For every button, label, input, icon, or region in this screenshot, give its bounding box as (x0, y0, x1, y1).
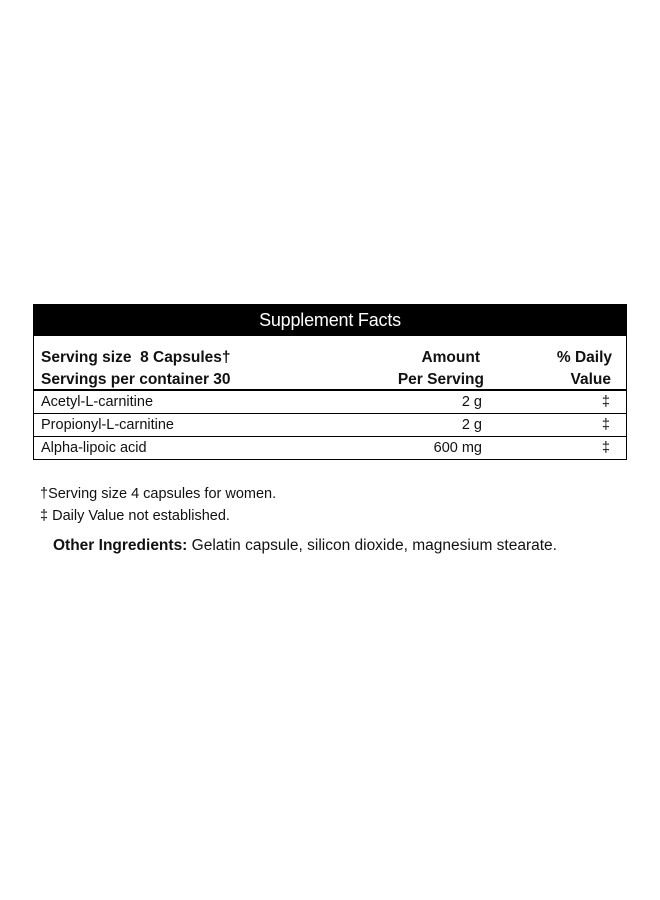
other-ingredients-label: Other Ingredients: (53, 537, 188, 554)
ingredient-name: Propionyl-L-carnitine (41, 417, 174, 433)
other-ingredients (53, 535, 557, 557)
ingredient-daily-value: ‡ (601, 394, 610, 410)
dv-header-line1: % Daily (556, 349, 612, 366)
amount-column-header (398, 347, 484, 391)
ingredient-daily-value: ‡ (601, 440, 610, 456)
serving-info (41, 347, 231, 391)
ingredient-name: Alpha-lipoic acid (41, 440, 147, 456)
ingredient-amount: 600 mg (433, 440, 482, 456)
serving-size: Serving size 8 Capsules† (41, 349, 231, 366)
amount-header-line2: Per Serving (397, 371, 484, 388)
supplement-facts-title: Supplement Facts (33, 304, 627, 336)
table-row (34, 437, 626, 459)
table-row (34, 391, 626, 414)
footnotes (40, 483, 276, 527)
supplement-facts-table (33, 336, 627, 460)
other-ingredients-text: Gelatin capsule, silicon dioxide, magnesium stearate. (187, 537, 557, 554)
table-header (34, 336, 626, 391)
daily-value-column-header (557, 347, 611, 391)
amount-header-line1: Amount (421, 349, 480, 366)
supplement-facts-panel (33, 304, 627, 460)
table-row (34, 414, 626, 437)
ingredient-amount: 2 g (461, 417, 482, 433)
daily-value-footnote: ‡ Daily Value not established. (40, 508, 230, 524)
serving-footnote: †Serving size 4 capsules for women. (40, 486, 277, 502)
ingredient-amount: 2 g (461, 394, 482, 410)
servings-per-container: Servings per container 30 (41, 371, 231, 388)
dv-header-line2: Value (570, 371, 611, 388)
ingredient-daily-value: ‡ (601, 417, 610, 433)
ingredient-name: Acetyl-L-carnitine (41, 394, 154, 410)
